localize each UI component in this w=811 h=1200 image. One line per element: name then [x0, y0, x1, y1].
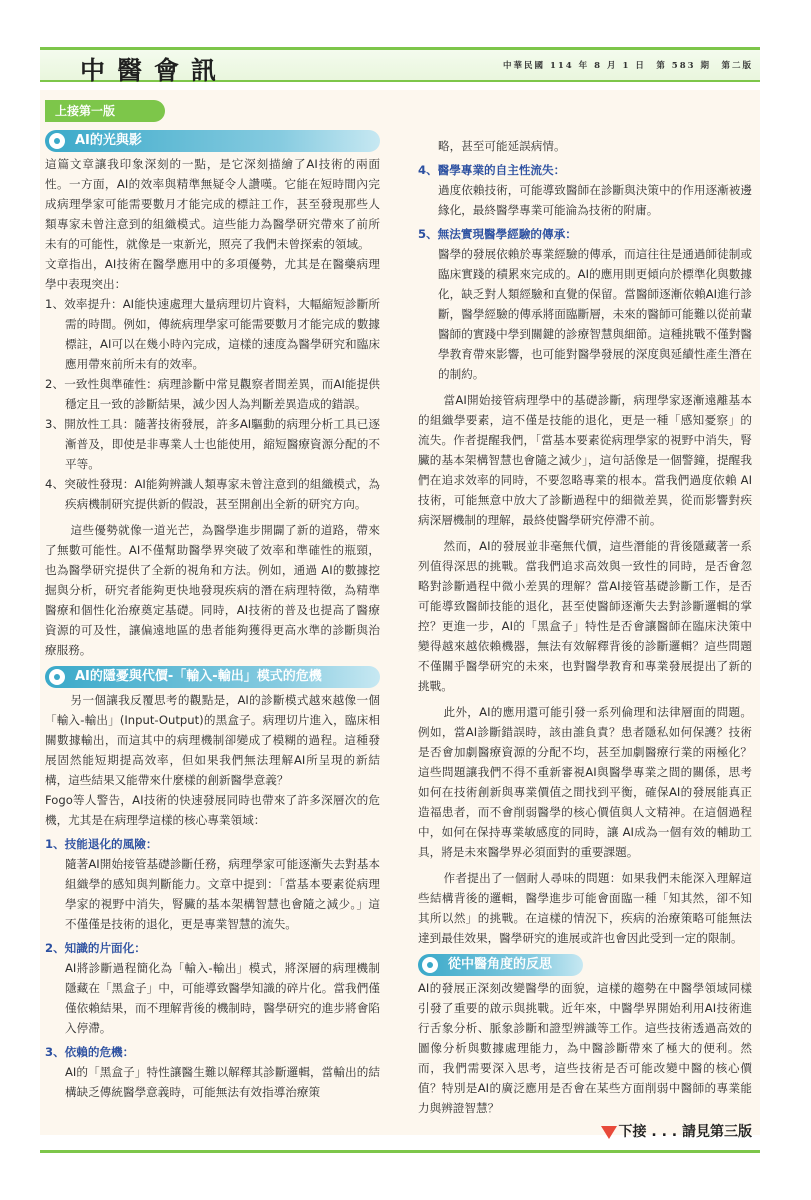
- paragraph: 然而，AI的發展並非毫無代價，這些潛能的背後隱藏著一系列值得深思的挑戰。當我們追求高效與一致性的同時，是否會忽略對診斷過程中微小差異的理解？當AI接管基礎診斷工作，是否可能導致醫師技能的退化，甚至使醫師逐漸失去對診斷邏輯的掌控？更進一步，AI的「黑盒子」特性是否會讓醫師在臨床決策中變得越來越依賴機器，無法有效解釋背後的診斷邏輯？這些問題不僅關乎醫學研究的未來，也對醫學教育和專業發展提出了新的挑戰。: [418, 539, 752, 693]
- list-item: 1、效率提升：AI能快速處理大量病理切片資料，大幅縮短診斷所需的時間。例如，傳統病理學家可能需要數月才能完成的數據標註，AI可以在幾小時內完成，這樣的速度為醫學研究和臨床應用帶來前所未有的效率。: [45, 297, 380, 371]
- paragraph: 文章指出，AI技術在醫學應用中的多項優勢，尤其是在醫藥病理學中表現突出：: [45, 257, 380, 291]
- subheading: 1、技能退化的風險：: [45, 837, 158, 851]
- continued-on-label: 下接 . . . 請見第三版: [618, 1124, 752, 1140]
- issue-info: 中華民國 114 年 8 月 1 日 第 583 期 第二版: [503, 61, 753, 71]
- newsletter-title: 中醫會訊: [80, 56, 229, 85]
- paragraph: 當AI開始接管病理學中的基礎診斷，病理學家逐漸遠離基本的組織學要素，這不僅是技能的退化，更是一種「感知憂察」的流失。作者提醒我們，「當基本要素從病理學家的視野中消失，腎臟的基本架構智慧也會隨之減少」，這句話像是一個警鐘，提醒我們在追求效率的同時，不要忽略專業的根本。當我們過度依賴 AI技術，可能無意中放大了診斷過程中的細微差異，從而影響對疾病深層機制的理解，最終使醫學研究停滯不前。: [418, 393, 752, 527]
- paragraph: 作者提出了一個耐人尋味的問題：如果我們未能深入理解這些結構背後的邏輯，醫學進步可能會面臨一種「知其然，卻不知其所以然」的挑戰。在這樣的情況下，疾病的治療策略可能無法達到最佳效果，醫學研究的進展或許也會因此受到一定的限制。: [418, 871, 752, 945]
- paragraph: 這些優勢就像一道光芒，為醫學進步開闢了新的道路，帶來了無數可能性。AI不僅幫助醫學界突破了效率和準確性的瓶頸，也為醫學研究提供了全新的視角和方法。例如，通過 AI的數據挖掘與分析，研究者能夠更快地發現疾病的潛在病理特徵，為精準醫療和個性化治療奠定基礎。同時，AI技術的普及也提高了醫療資源的可及性，讓偏遠地區的患者能夠獲得更高水準的診斷與治療服務。: [45, 523, 380, 657]
- subheading-body: AI將診斷過程簡化為「輸入-輸出」模式，將深層的病理機制隱藏在「黑盒子」中，可能導致醫學知識的碎片化。當我們僅僅依賴結果，而不理解背後的機制時，醫學研究的進步將會陷入停滯。: [65, 961, 380, 1035]
- bottom-rule: [40, 1150, 760, 1153]
- section-title-tcm: 從中醫角度的反思: [418, 954, 583, 976]
- page-body: [40, 90, 760, 1140]
- section-title-light-shadow: AI的光與影: [45, 130, 380, 152]
- right-column: [418, 136, 752, 1142]
- paragraph: 這篇文章讓我印象深刻的一點，是它深刻描繪了AI技術的兩面性。一方面，AI的效率與精準無疑令人讚嘆。它能在短時間內完成病理學家可能需要數月才能完成的標註工作，甚至發現那些人類專家未曾注意到的組織模式。這些能力為醫學研究帶來了前所未有的可能性，就像是一束新光，照亮了我們未曾探索的領域。: [45, 157, 380, 251]
- list-item: 2、一致性與準確性：病理診斷中常見觀察者間差異，而AI能提供穩定且一致的診斷結果，減少因人為判斷差異造成的錯誤。: [45, 377, 380, 411]
- subheading: 2、知識的片面化：: [45, 941, 146, 955]
- subheading: 4、醫學專業的自主性流失：: [418, 163, 566, 177]
- continued-from-tag: 上接第一版: [45, 100, 165, 122]
- section-title-risks: AI的隱憂與代價-「輸入-輸出」模式的危機: [45, 666, 380, 688]
- subheading-body: 過度依賴技術，可能導致醫師在診斷與決策中的作用逐漸被邊緣化，最終醫學專業可能淪為技術的附庸。: [438, 183, 752, 217]
- subheading-body: 醫學的發展依賴於專業經驗的傳承，而這往往是通過師徒制或臨床實踐的積累來完成的。AI的應用則更傾向於標準化與數據化，缺乏對人類經驗和直覺的保留。當醫師逐漸依賴AI進行診斷，醫學經驗的傳承將面臨斷層，未來的醫師可能難以從前輩醫師的實踐中學到關鍵的診療智慧與細節。這種挑戰不僅對醫學教育帶來影響，也可能對醫學發展的深度與延續性產生潛在的制約。: [438, 247, 752, 381]
- subheading: 5、無法實現醫學經驗的傳承：: [418, 227, 577, 241]
- paragraph: Fogo等人警告，AI技術的快速發展同時也帶來了許多深層次的危機，尤其是在病理學這樣的核心專業領域：: [45, 793, 380, 827]
- list-item: 4、突破性發現：AI能夠辨識人類專家未曾注意到的組織模式，為疾病機制研究提供新的假設，甚至開創出全新的研究方向。: [45, 477, 380, 511]
- subheading: 3、依賴的危機：: [45, 1045, 135, 1059]
- paragraph: AI的發展正深刻改變醫學的面貌，這樣的趨勢在中醫學領域同樣引發了重要的啟示與挑戰。近年來，中醫學界開始利用AI技術進行舌象分析、脈象診斷和證型辨識等工作。這些技術透過高效的圖像分析與數據處理能力，為中醫診斷帶來了極大的便利。然而，我們需要深入思考，這些技術是否可能改變中醫的核心價值？特別是AI的廣泛應用是否會在某些方面削弱中醫師的專業能力與辨證智慧？: [418, 981, 752, 1115]
- left-column: [45, 130, 380, 1102]
- continued-on-link[interactable]: [418, 1122, 752, 1142]
- down-arrow-icon: [601, 1126, 617, 1139]
- paragraph: 此外，AI的應用還可能引發一系列倫理和法律層面的問題。例如，當AI診斷錯誤時，該由誰負責？患者隱私如何保護？技術是否會加劇醫療資源的分配不均，甚至加劇醫療行業的兩極化？這些問題讓我們不得不重新審視AI與醫學專業之間的關係，思考如何在技術創新與專業價值之間找到平衡，確保AI的發展能真正造福患者，而不會削弱醫學的核心價值與人文精神。在這個過程中，如何在保持專業敏感度的同時，讓 AI成為一個有效的輔助工具，將是未來醫學界必須面對的重要課題。: [418, 705, 752, 859]
- subheading-body: AI的「黑盒子」特性讓醫生難以解釋其診斷邏輯，當輸出的結構缺乏傳統醫學意義時，可能無法有效指導治療策: [65, 1065, 380, 1099]
- subheading-body: 略，甚至可能延誤病情。: [438, 139, 566, 153]
- subheading-body: 隨著AI開始接管基礎診斷任務，病理學家可能逐漸失去對基本組織學的感知與判斷能力。文章中提到：「當基本要素從病理學家的視野中消失，腎臟的基本架構智慧也會隨之減少。」這不僅僅是技術的退化，更是專業智慧的流失。: [65, 857, 380, 931]
- paragraph: 另一個讓我反覆思考的觀點是，AI的診斷模式越來越像一個「輸入-輸出」(Input-Output)的黑盒子。病理切片進入，臨床相關數據輸出，而這其中的病理機制卻變成了模糊的過程。這種發展固然能短期提高效率，但如果我們無法理解AI所呈現的新結構，這些結果又能帶來什麼樣的創新醫學意義？: [45, 693, 380, 787]
- list-item: 3、開放性工具：隨著技術發展，許多AI驅動的病理分析工具已逐漸普及，即使是非專業人士也能使用，縮短醫療資源分配的不平等。: [45, 417, 380, 471]
